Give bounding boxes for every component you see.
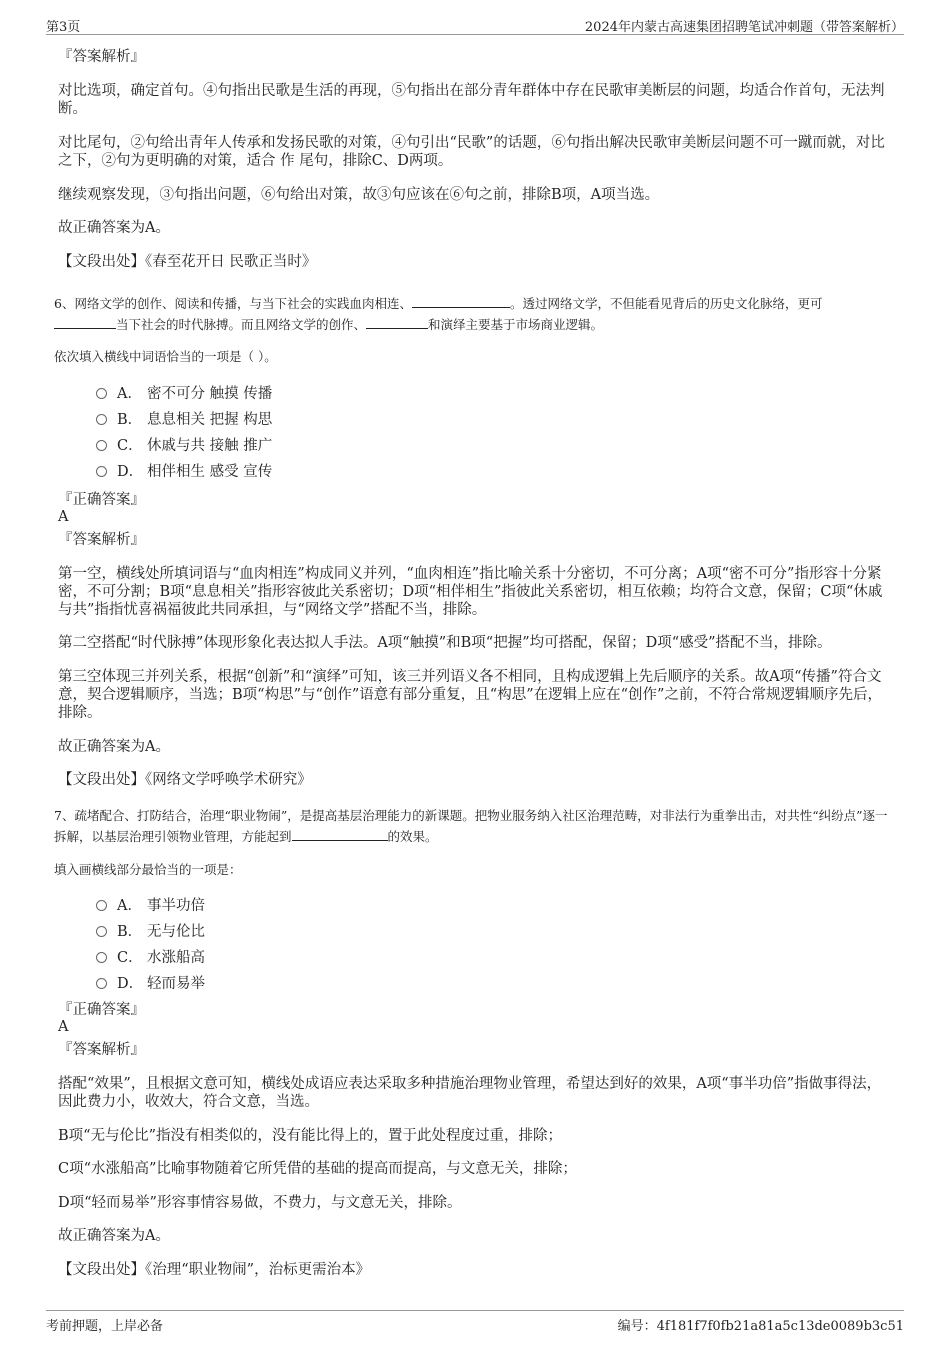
radio-icon[interactable] xyxy=(96,952,107,963)
radio-icon[interactable] xyxy=(96,440,107,451)
q5-analysis-p3: 继续观察发现，③句指出问题，⑥句给出对策，故③句应该在⑥句之前，排除B项，A项当选。 xyxy=(58,187,660,203)
q7-analysis-p1: 搭配“效果”，且根据文意可知，横线处成语应表达采取多种措施治理物业管理，希望达到好的效果，A项“事半功倍”指做事得法，因此费力小，收效大，符合文意，当选。 xyxy=(58,1076,882,1110)
q7-source: 【文段出处】《治理“职业物闹”，治标更需治本》 xyxy=(58,1262,371,1278)
radio-icon[interactable] xyxy=(96,388,107,399)
blank-1 xyxy=(412,295,510,308)
question-7-instruction: 填入画横线部分最恰当的一项是： xyxy=(54,862,242,877)
q7-correct-answer: A xyxy=(58,1019,69,1035)
q5-analysis-p4: 故正确答案为A。 xyxy=(58,220,170,236)
q6-option-d[interactable]: D． 相伴相生 感受 宣传 xyxy=(96,462,272,482)
q7-analysis-p4: D项“轻而易举”形容事情容易做，不费力，与文意无关，排除。 xyxy=(58,1195,462,1211)
q6-correct-label: 『正确答案』 xyxy=(58,492,145,508)
q7-option-d[interactable]: D． 轻而易举 xyxy=(96,974,205,994)
q5-analysis-label: 『答案解析』 xyxy=(58,49,145,65)
q6-analysis-p2: 第二空搭配“时代脉搏”体现形象化表达拟人手法。A项“触摸”和B项“把握”均可搭配，保留；D项“感受”搭配不当，排除。 xyxy=(58,635,832,651)
q7-correct-label: 『正确答案』 xyxy=(58,1002,145,1018)
q5-analysis-p1: 对比选项，确定首句。④句指出民歌是生活的再现，⑤句指出在部分青年群体中存在民歌审美断层的问题，均适合作首句，无法判断。 xyxy=(58,83,885,117)
page-footer xyxy=(46,1310,904,1335)
q6-analysis-label: 『答案解析』 xyxy=(58,532,145,548)
q7-option-c[interactable]: C． 水涨船高 xyxy=(96,948,205,968)
q6-analysis-p1: 第一空，横线处所填词语与“血肉相连”构成同义并列，“血肉相连”指比喻关系十分密切，不可分离；A项“密不可分”指形容十分紧密，不可分割；B项“息息相关”指形容彼此关系密切；D项“相伴相生”指彼此关系密切，相互依赖；均符合文意，保留；C项“休戚与共”指指忧喜祸福彼此共同承担，与“网络文学”搭配不当，排除。 xyxy=(58,566,883,618)
q7-analysis-p5: 故正确答案为A。 xyxy=(58,1228,170,1244)
q5-analysis-p2: 对比尾句，②句给出青年人传承和发扬民歌的对策，④句引出“民歌”的话题，⑥句指出解决民歌审美断层问题不可一蹴而就，对比之下，②句为更明确的对策，适合 作 尾句，排除C、D两项。 xyxy=(58,135,885,169)
radio-icon[interactable] xyxy=(96,926,107,937)
page-header xyxy=(46,14,904,35)
q6-option-c[interactable]: C． 休戚与共 接触 推广 xyxy=(96,436,272,456)
document-title: 2024年内蒙古高速集团招聘笔试冲刺题（带答案解析） xyxy=(584,20,904,35)
blank-2 xyxy=(54,316,116,329)
document-code: 编号：4f181f7f0fb21a81a5c13de0089b3c51 xyxy=(617,1319,904,1334)
q7-option-a[interactable]: A． 事半功倍 xyxy=(96,896,205,916)
q6-option-a[interactable]: A． 密不可分 触摸 传播 xyxy=(96,384,272,404)
q6-analysis-p3: 第三空体现三并列关系，根据“创新”和“演绎”可知，该三并列语义各不相同，且构成逻辑上先后顺序的关系。故A项“传播”符合文意，契合逻辑顺序，当选；B项“构思”与“创作”语意有部分重复，且“构思”在逻辑上应在“创作”之前，不符合常规逻辑顺序先后，排除。 xyxy=(58,669,882,721)
question-6-instruction: 依次填入横线中词语恰当的一项是（ ）。 xyxy=(54,349,277,364)
blank-3 xyxy=(366,316,428,329)
radio-icon[interactable] xyxy=(96,978,107,989)
page-number: 第3页 xyxy=(46,20,81,35)
question-6-stem: 6、网络文学的创作、阅读和传播，与当下社会的实践血肉相连、 。透过网络文学，不但能看见背后的历史文化脉络，更可 当下社会的时代脉搏。而且网络文学的创作、 和演绎主要基于市场商业逻辑。 xyxy=(54,296,823,332)
q7-analysis-p2: B项“无与伦比”指没有相类似的，没有能比得上的，置于此处程度过重，排除； xyxy=(58,1128,562,1144)
q6-analysis-p4: 故正确答案为A。 xyxy=(58,739,170,755)
q6-correct-answer: A xyxy=(58,509,69,525)
q7-analysis-label: 『答案解析』 xyxy=(58,1042,145,1058)
q6-option-b[interactable]: B． 息息相关 把握 构思 xyxy=(96,410,272,430)
q5-source: 【文段出处】《春至花开日 民歌正当时》 xyxy=(58,254,317,270)
question-7-stem: 7、疏堵配合、打防结合，治理“职业物闹”，是提高基层治理能力的新课题。把物业服务纳入社区治理范畴，对非法行为重拳出击，对共性“纠纷点”逐一拆解，以基层治理引领物业管理，方能起到 的效果。 xyxy=(54,808,888,844)
q6-source: 【文段出处】《网络文学呼唤学术研究》 xyxy=(58,772,312,788)
radio-icon[interactable] xyxy=(96,900,107,911)
q7-option-b[interactable]: B． 无与伦比 xyxy=(96,922,205,942)
blank-1 xyxy=(292,828,388,841)
footer-slogan: 考前押题，上岸必备 xyxy=(46,1319,164,1334)
radio-icon[interactable] xyxy=(96,414,107,425)
radio-icon[interactable] xyxy=(96,466,107,477)
q7-analysis-p3: C项“水涨船高”比喻事物随着它所凭借的基础的提高而提高，与文意无关，排除； xyxy=(58,1161,577,1177)
